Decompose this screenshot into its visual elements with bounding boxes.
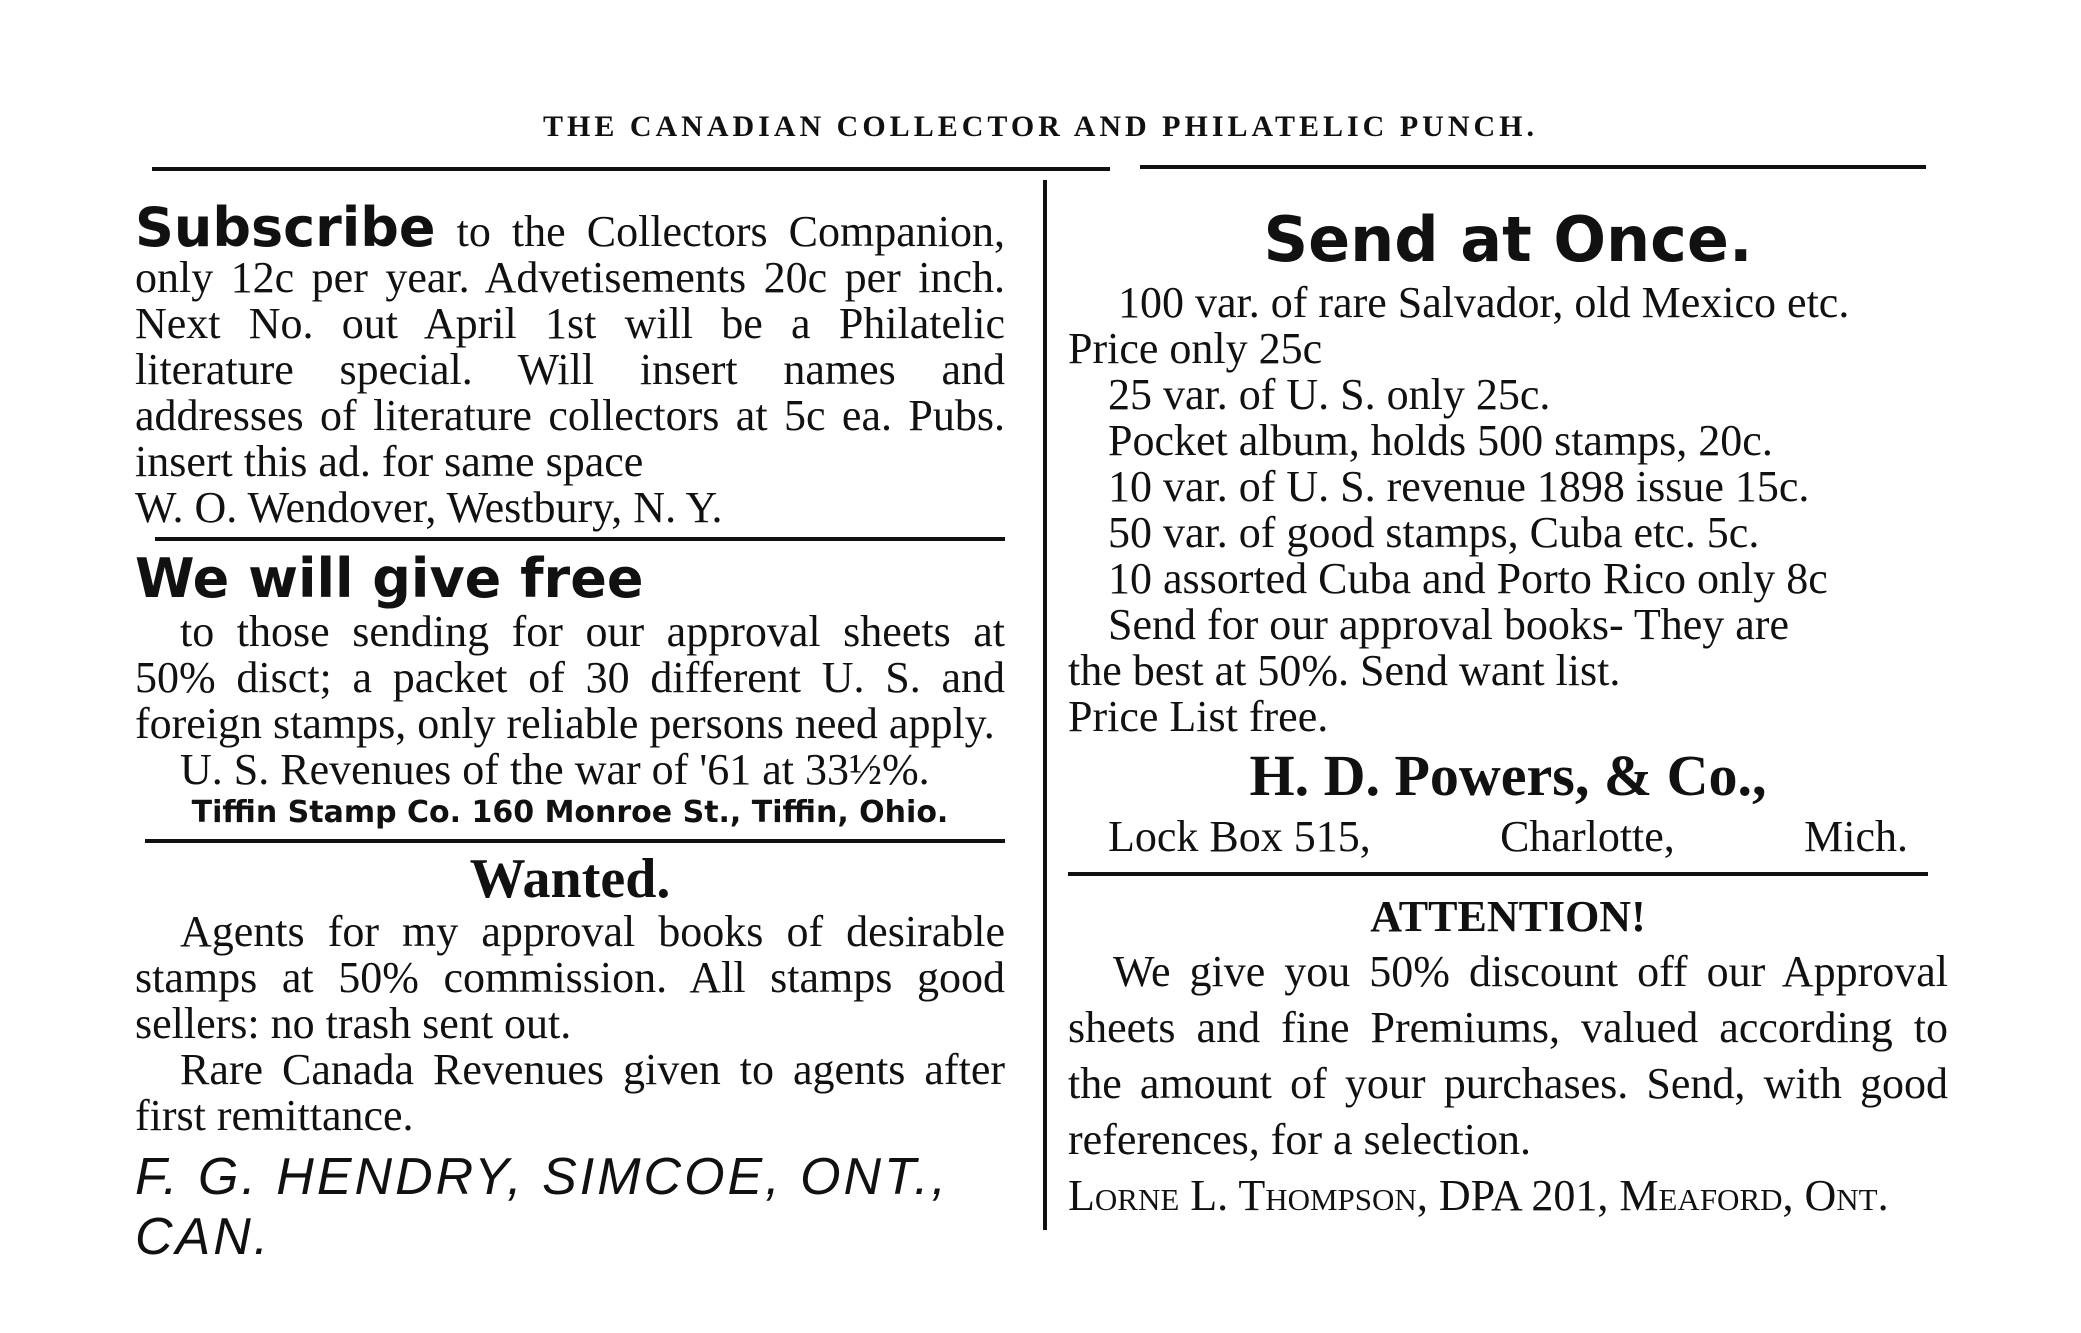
ad-send-address (1068, 812, 1948, 862)
header-rule-left (152, 167, 1110, 171)
ad-send-line-2: Price only 25c (1068, 324, 1323, 373)
ad-wanted-title: Wanted. (469, 848, 671, 910)
ad-free-revenues: U. S. Revenues of the war of '61 at 33½%. (180, 745, 930, 794)
ad-separator-2 (145, 839, 1005, 843)
right-column (1068, 200, 1948, 1224)
header-rule-right (1140, 165, 1926, 169)
ad-attention-body: We give you 50% discount off our Approval sheets and fine Premiums, valued according to the amount of your purchases. Send, with good references, for a selection. (1068, 947, 1948, 1164)
ad-send-line-4: Pocket album, holds 500 stamps, 20c. (1108, 416, 1773, 465)
ad-send-line-9: the best at 50%. Send want list. (1068, 646, 1621, 695)
ad-attention-signature: Lorne L. Thompson, DPA 201, Meaford, Ont. (1068, 1171, 1889, 1220)
ad-send-line-7: 10 assorted Cuba and Porto Rico only 8c (1108, 554, 1828, 603)
ad-send-line-6: 50 var. of good stamps, Cuba etc. 5c. (1108, 508, 1760, 557)
ad-subscribe-body: to the Collectors Companion, only 12c per year. Advetisements 20c per inch. Next No. out April 1st will be a Philatelic literature special. Will insert names and addresses of literature collectors at 5c ea. Pubs. insert this ad. for same space (135, 207, 1005, 486)
ad-separator-3 (1068, 872, 1928, 876)
column-divider (1043, 180, 1047, 1230)
ad-send-line-1: 100 var. of rare Salvador, old Mexico etc. (1118, 278, 1850, 327)
ad-send-title: Send at Once. (1263, 203, 1753, 276)
ad-send-list (1068, 280, 1948, 694)
ad-send-line-3: 25 var. of U. S. only 25c. (1108, 370, 1551, 419)
ad-send-address-box: Lock Box 515, (1108, 812, 1371, 861)
ad-free-packet (135, 549, 1005, 833)
ad-free-address: Tiffin Stamp Co. 160 Monroe St., Tiffin, Ohio. (191, 795, 949, 830)
ad-send-line-8: Send for our approval books- They are (1108, 600, 1789, 649)
ad-wanted-signature: F. G. HENDRY, SIMCOE, ONT., CAN. (135, 1148, 949, 1266)
ad-send-company: H. D. Powers, & Co., (1249, 743, 1767, 808)
ad-send-address-state: Mich. (1804, 812, 1908, 861)
ad-attention (1068, 890, 1948, 1224)
ad-wanted (135, 849, 1005, 1267)
ad-subscribe (135, 196, 1005, 532)
ad-send-price-list: Price List free. (1068, 692, 1329, 741)
ad-separator-1 (155, 537, 1005, 541)
ad-send-address-city: Charlotte, (1500, 812, 1675, 861)
ad-wanted-body-2: Rare Canada Revenues given to agents after first remittance. (135, 1045, 1005, 1140)
ad-send-at-once (1068, 200, 1948, 862)
ad-subscribe-signature: W. O. Wendover, Westbury, N. Y. (135, 483, 723, 532)
ad-free-title: We will give free (135, 547, 644, 610)
ad-attention-title: ATTENTION! (1370, 892, 1646, 941)
ad-subscribe-lead: Subscribe (135, 196, 436, 259)
ad-send-line-5: 10 var. of U. S. revenue 1898 issue 15c. (1108, 462, 1810, 511)
left-column (135, 196, 1005, 1267)
ad-free-body: to those sending for our approval sheets at 50% disct; a packet of 30 different U. S. and foreign stamps, only reliable persons need apply. (135, 607, 1005, 748)
page-header: THE CANADIAN COLLECTOR AND PHILATELIC PUNCH. (543, 110, 1538, 143)
ad-wanted-body-1: Agents for my approval books of desirable stamps at 50% commission. All stamps good sellers: no trash sent out. (135, 907, 1005, 1048)
ad-subscribe-text (135, 196, 1005, 486)
